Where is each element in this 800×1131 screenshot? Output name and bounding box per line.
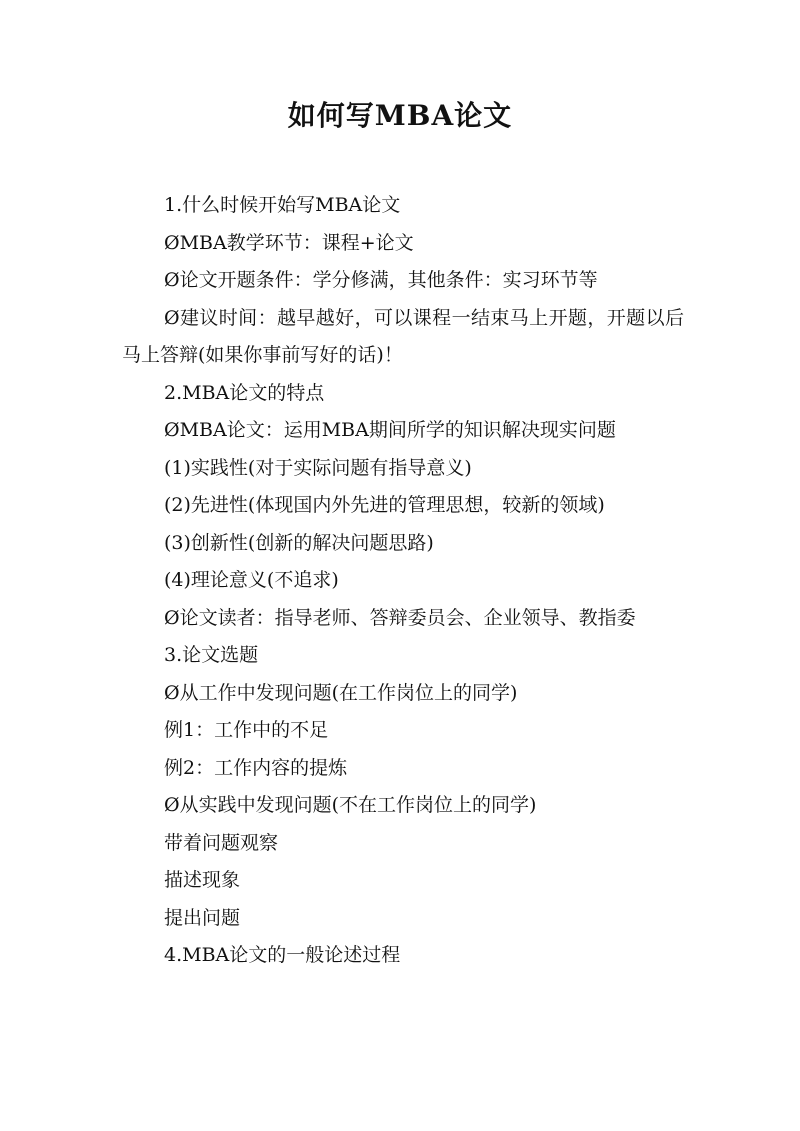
- step-item: 描述现象: [164, 869, 241, 891]
- example-item: 例1：工作中的不足: [164, 719, 329, 741]
- section-heading-4: 4.MBA论文的一般论述过程: [164, 944, 401, 966]
- step-item: 带着问题观察: [164, 831, 279, 854]
- bullet-item: Ø从工作中发现问题(在工作岗位上的同学): [164, 681, 518, 704]
- bullet-item: ØMBA教学环节：课程+论文: [164, 231, 414, 254]
- bullet-item: ØMBA论文：运用MBA期间所学的知识解决现实问题: [164, 419, 616, 441]
- document-title: 如何写MBA论文: [287, 99, 513, 132]
- numbered-item: (4)理论意义(不追求): [164, 569, 339, 591]
- example-item: 例2：工作内容的提炼: [164, 756, 348, 779]
- numbered-item: (2)先进性(体现国内外先进的管理思想，较新的领域): [164, 494, 605, 516]
- section-heading-2: 2.MBA论文的特点: [164, 381, 325, 404]
- bullet-item: Ø论文开题条件：学分修满，其他条件：实习环节等: [164, 269, 598, 291]
- step-item: 提出问题: [164, 906, 241, 929]
- document-body: [122, 187, 684, 975]
- section-heading-1: 1.什么时候开始写MBA论文: [164, 194, 401, 216]
- numbered-item: (1)实践性(对于实际问题有指导意义): [164, 456, 472, 479]
- bullet-item: Ø论文读者：指导老师、答辩委员会、企业领导、教指委: [164, 606, 636, 629]
- section-heading-3: 3.论文选题: [164, 644, 259, 666]
- bullet-item: Ø从实践中发现问题(不在工作岗位上的同学): [164, 794, 537, 816]
- bullet-item: Ø建议时间：越早越好，可以课程一结束马上开题，开题以后马上答辩(如果你事前写好的话)！: [122, 306, 684, 366]
- numbered-item: (3)创新性(创新的解决问题思路): [164, 531, 434, 554]
